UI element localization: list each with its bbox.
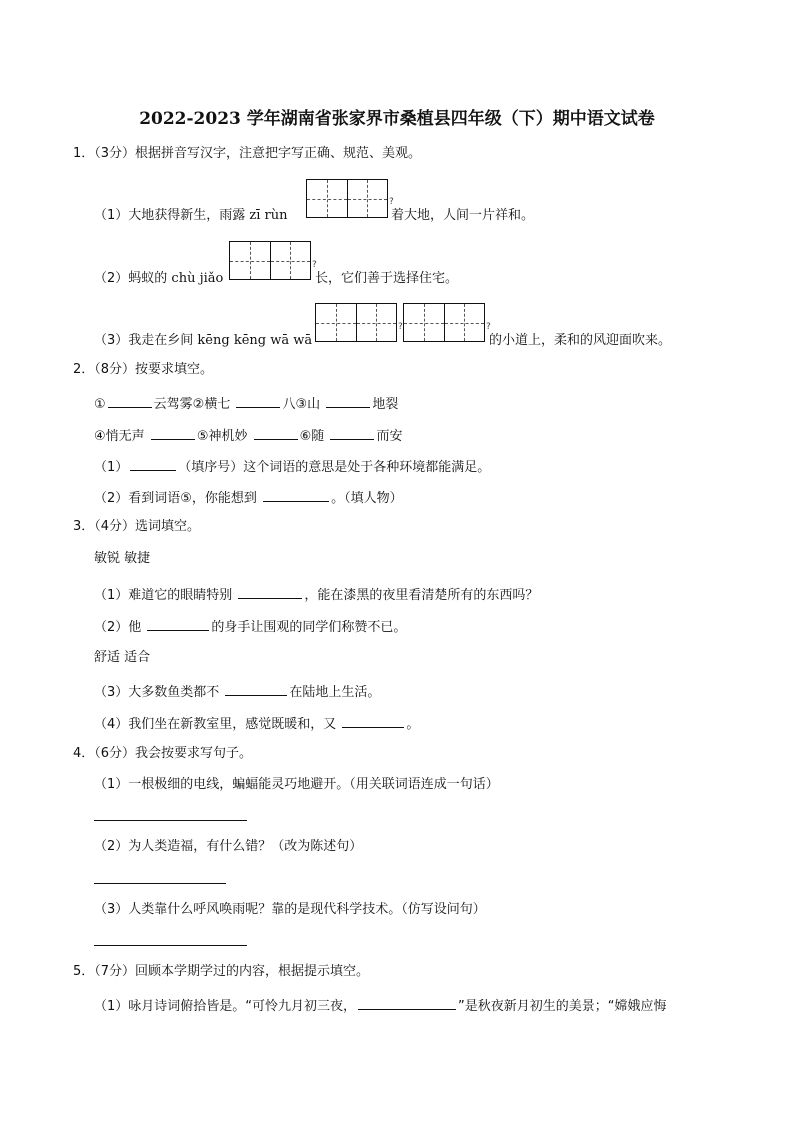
q1-part-1-before: （1）大地获得新生，雨露 xyxy=(94,208,246,223)
q3-sub-4 xyxy=(94,713,419,734)
q2-idiom-row-1 xyxy=(94,393,398,414)
q1-part-3-pinyin: kēng kēng wā wā xyxy=(197,333,313,348)
blank[interactable] xyxy=(108,393,152,408)
idiom-text: 地裂 xyxy=(372,397,399,412)
q3-sub-2-text: （2）他 xyxy=(94,620,142,635)
blank[interactable] xyxy=(130,456,176,471)
q1-part-1-after: 着大地，人间一片祥和。 xyxy=(391,208,535,223)
q1-writing-grid-1[interactable] xyxy=(306,179,388,218)
circled-number-5: ⑤ xyxy=(196,429,209,444)
q3-word-choices-2: 舒适 适合 xyxy=(94,650,151,665)
idiom-text: 神机妙 xyxy=(208,429,248,444)
q3-sub-1 xyxy=(94,584,538,605)
q2-idiom-row-2 xyxy=(94,425,402,446)
q1-part-3 xyxy=(94,332,312,350)
blank[interactable] xyxy=(236,393,280,408)
q1-part-3-after: 的小道上，柔和的风迎面吹来。 xyxy=(489,333,672,348)
q3-sub-3-text: （3）大多数鱼类都不 xyxy=(94,685,220,700)
q2-sub-2-tail: 。（填人物） xyxy=(331,491,403,506)
question-1-stem: 1．（3分）根据拼音写汉字，注意把字写正确、规范、美观。 xyxy=(73,146,422,161)
idiom-text: 而安 xyxy=(376,429,403,444)
idiom-text: 横七 xyxy=(204,397,231,412)
idiom-text: 八 xyxy=(282,397,296,412)
q1-writing-grid-2[interactable] xyxy=(229,241,311,280)
q4-answer-line-3[interactable] xyxy=(94,945,247,946)
q3-sub-1-text: （1）难道它的眼睛特别 xyxy=(94,588,233,603)
q4-answer-line-1[interactable] xyxy=(94,820,247,821)
q1-part-1-pinyin: zī rùn xyxy=(249,208,288,223)
question-3-stem: 3．（4分）选词填空。 xyxy=(73,519,201,534)
blank[interactable] xyxy=(147,616,209,631)
q3-sub-4-text: （4）我们坐在新教室里，感觉既暖和，又 xyxy=(94,717,337,732)
circled-number-2: ② xyxy=(192,397,205,412)
blank[interactable] xyxy=(326,393,370,408)
q2-sub-1-text: （填序号）这个词语的意思是处于各种环境都能满足。 xyxy=(178,460,491,475)
q1-part-2-before: （2）蚂蚁的 xyxy=(94,271,168,286)
idiom-text: 山 xyxy=(307,397,321,412)
q3-sub-3-tail: 在陆地上生活。 xyxy=(289,685,381,700)
question-2-stem: 2．（8分）按要求填空。 xyxy=(73,362,214,377)
q2-sub-1 xyxy=(94,456,490,477)
blank[interactable] xyxy=(254,425,298,440)
q2-sub-2 xyxy=(94,487,403,508)
q1-writing-grid-3a[interactable] xyxy=(315,303,397,342)
q3-sub-2 xyxy=(94,616,406,637)
blank[interactable] xyxy=(238,584,302,599)
blank[interactable] xyxy=(342,713,404,728)
q1-part-2-after: 长，它们善于选择住宅。 xyxy=(315,271,459,286)
q4-sub-1: （1）一根极细的电线，蝙蝠能灵巧地避开。（用关联词语连成一句话） xyxy=(94,777,499,792)
q1-part-3-before: （3）我走在乡间 xyxy=(94,333,194,348)
circled-number-4: ④ xyxy=(94,429,106,444)
q3-word-choices-1: 敏锐 敏捷 xyxy=(94,551,151,566)
q3-sub-1-tail: ，能在漆黑的夜里看清楚所有的东西吗？ xyxy=(304,588,539,603)
idiom-text: 随 xyxy=(311,429,325,444)
circled-number-6: ⑥ xyxy=(299,429,312,444)
q5-sub-1 xyxy=(94,995,667,1016)
q3-sub-3 xyxy=(94,681,380,702)
circled-number-3: ③ xyxy=(295,397,308,412)
q3-sub-2-tail: 的身手让围观的同学们称赞不已。 xyxy=(211,620,407,635)
blank[interactable] xyxy=(225,681,287,696)
circled-number-1: ① xyxy=(94,397,106,412)
q4-sub-2: （2）为人类造福，有什么错？（改为陈述句） xyxy=(94,839,363,854)
question-4-stem: 4．（6分）我会按要求写句子。 xyxy=(73,746,253,761)
q4-sub-3: （3）人类靠什么呼风唤雨呢？靠的是现代科学技术。（仿写设问句） xyxy=(94,902,486,917)
q2-sub-2-text: （2）看到词语⑤，你能想到 xyxy=(94,491,257,506)
blank[interactable] xyxy=(330,425,374,440)
q1-part-1 xyxy=(94,207,288,225)
idiom-text: 悄无声 xyxy=(105,429,145,444)
q5-sub-1-text: （1）咏月诗词俯拾皆是。“可怜九月初三夜， xyxy=(94,999,357,1014)
page-title: 2022-2023 学年湖南省张家界市桑植县四年级（下）期中语文试卷 xyxy=(139,109,655,129)
q1-part-2 xyxy=(94,270,223,288)
q4-answer-line-2[interactable] xyxy=(94,883,226,884)
q1-writing-grid-3b[interactable] xyxy=(403,303,485,342)
question-5-stem: 5．（7分）回顾本学期学过的内容，根据提示填空。 xyxy=(73,964,370,979)
idiom-text: 云驾雾 xyxy=(153,397,193,412)
q1-part-2-pinyin: chù jiǎo xyxy=(171,271,224,286)
q3-sub-4-tail: 。 xyxy=(406,717,420,732)
q2-sub-1-label: （1） xyxy=(94,460,129,475)
q5-sub-1-tail: ”是秋夜新月初生的美景；“嫦娥应悔 xyxy=(458,999,667,1014)
blank[interactable] xyxy=(151,425,195,440)
blank[interactable] xyxy=(358,995,456,1010)
blank[interactable] xyxy=(263,487,329,502)
